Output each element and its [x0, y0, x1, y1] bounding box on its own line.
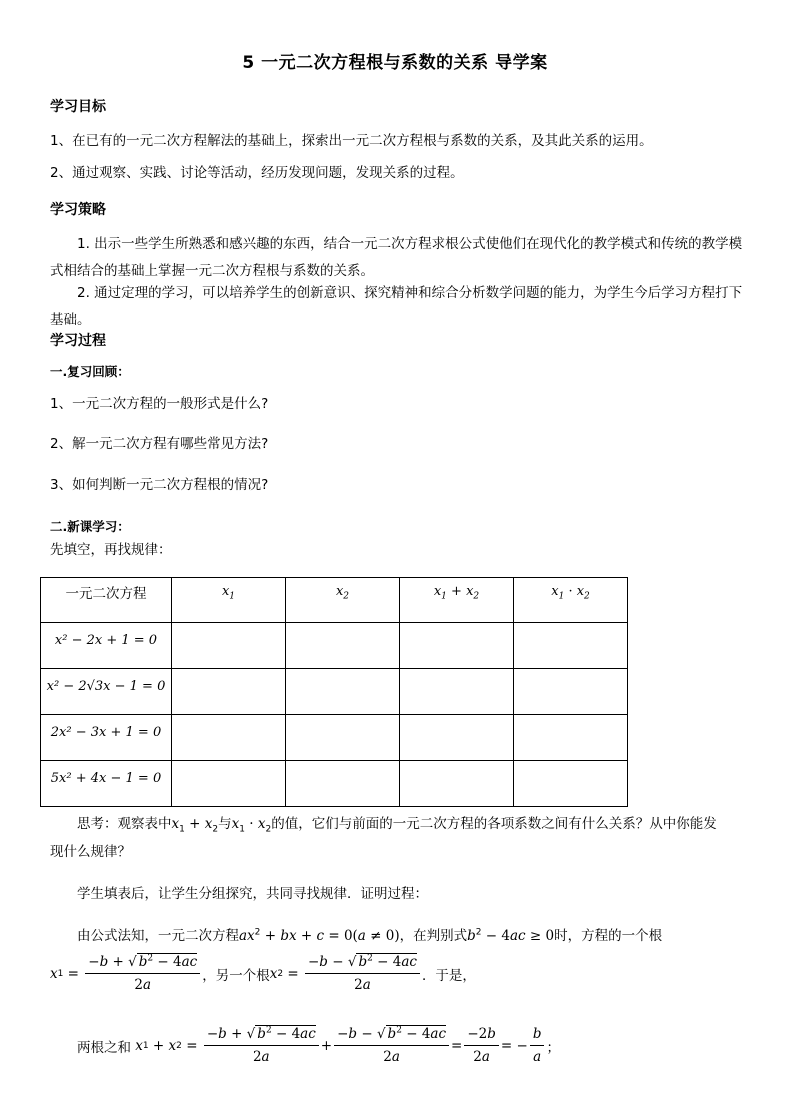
fill-instruction: 学生填表后，让学生分组探究，共同寻找规律．证明过程：: [77, 886, 428, 902]
blank-cell[interactable]: [286, 669, 400, 715]
blank-cell[interactable]: [514, 669, 628, 715]
table-row: [41, 623, 628, 669]
equation-cell: x² − 2x + 1 = 0: [41, 623, 172, 669]
equation-cell: 5x² + 4x − 1 = 0: [41, 761, 172, 807]
review-item-2: 2、解一元二次方程有哪些常见方法?: [50, 436, 269, 452]
review-item-1: 1、一元二次方程的一般形式是什么?: [50, 396, 269, 412]
root-x2-fraction: $\frac{-b - √ b^2 - 4ac}{2a}$: [305, 954, 420, 993]
blank-cell[interactable]: [172, 669, 286, 715]
strategy-item-2: 2. 通过定理的学习，可以培养学生的创新意识、探究精神和综合分析数学问题的能力，为学生今后学习方程打下基础。: [50, 285, 743, 328]
equation-cell: x² − 2√3x − 1 = 0: [41, 669, 172, 715]
blank-cell[interactable]: [172, 623, 286, 669]
blank-cell[interactable]: [514, 715, 628, 761]
blank-cell[interactable]: [286, 715, 400, 761]
proof-line-1: 由公式法知，一元二次方程$ax^2$ + bx + c = 0(a ≠ 0)，在判别式$b^2 - 4ac \ge 0$时，方程的一个根: [77, 927, 663, 944]
review-item-3: 3、如何判断一元二次方程根的情况?: [50, 477, 269, 493]
equation-cell: 2x² − 3x + 1 = 0: [41, 715, 172, 761]
table-row: [41, 715, 628, 761]
proof-line-2: x 1 = $\frac{-b + √ b^2 - 4ac}{2a}$ ，另一个根 x 2 = $\frac{-b - √ b^2 - 4ac}{2a}$ ．于是，: [50, 953, 476, 993]
fill-in-table: [40, 577, 628, 807]
strategy-item-1: 1. 出示一些学生所熟悉和感兴趣的东西，结合一元二次方程求根公式使他们在现代化的教学模式和传统的教学模式相结合的基础上掌握一元二次方程根与系数的关系。: [50, 236, 743, 279]
process-heading: 学习过程: [50, 333, 106, 349]
blank-cell[interactable]: [286, 761, 400, 807]
table-header-x2: $x_2$: [286, 578, 400, 623]
goal-item-2: 2、通过观察、实践、讨论等活动，经历发现问题，发现关系的过程。: [50, 165, 464, 181]
review-heading: 一.复习回顾：: [50, 364, 130, 379]
root-x1-fraction: $\frac{-b + √ b^2 - 4ac}{2a}$: [85, 954, 200, 993]
blank-cell[interactable]: [514, 623, 628, 669]
sum-of-roots-formula: 两根之和 x 1 + x 2 = $\frac{-b + √ b^2 - 4ac}{2a}$ + $\frac{-b - √ b^2 - 4ac}{2a}$ = $\frac{-2b}{2a}$ = − $\frac{b}{a}$ ；: [77, 1025, 560, 1065]
table-header-equation: 一元二次方程: [41, 578, 172, 623]
table-row: [41, 669, 628, 715]
blank-cell[interactable]: [400, 761, 514, 807]
blank-cell[interactable]: [514, 761, 628, 807]
goal-item-1: 1、在已有的一元二次方程解法的基础上，探索出一元二次方程根与系数的关系，及其此关系的运用。: [50, 133, 653, 149]
table-header-x1: $x_1$: [172, 578, 286, 623]
think-question-line2: 现什么规律？: [50, 844, 131, 860]
goals-heading: 学习目标: [50, 99, 106, 115]
new-lesson-heading: 二.新课学习：: [50, 519, 130, 534]
table-header-sum: $x_1 + x_2$: [400, 578, 514, 623]
blank-cell[interactable]: [172, 761, 286, 807]
table-row: [41, 761, 628, 807]
blank-cell[interactable]: [172, 715, 286, 761]
blank-cell[interactable]: [400, 669, 514, 715]
blank-cell[interactable]: [286, 623, 400, 669]
strategy-heading: 学习策略: [50, 202, 106, 218]
blank-cell[interactable]: [400, 715, 514, 761]
page-title: 5 一元二次方程根与系数的关系 导学案: [242, 53, 548, 73]
think-question: 思考：观察表中$x_1 + x_2$与$x_1 \cdot x_2$的值，它们与前面的一元二次方程的各项系数之间有什么关系？从中你能发: [77, 816, 717, 835]
new-lesson-intro: 先填空，再找规律：: [50, 542, 172, 558]
blank-cell[interactable]: [400, 623, 514, 669]
table-header-product: $x_1 \cdot x_2$: [514, 578, 628, 623]
